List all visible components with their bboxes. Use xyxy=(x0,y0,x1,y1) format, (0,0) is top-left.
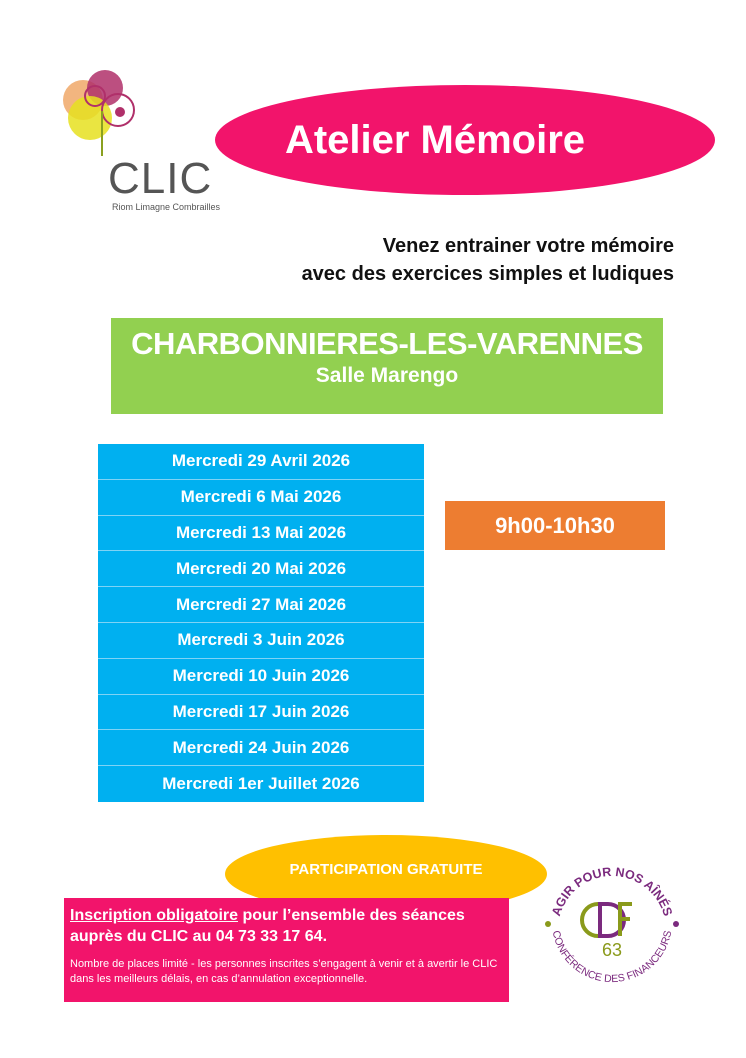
date-row: Mercredi 17 Juin 2026 xyxy=(98,695,424,731)
svg-text:AGIR POUR NOS AÎNÉS xyxy=(549,865,675,918)
page-title: Atelier Mémoire xyxy=(284,117,586,162)
inscription-box xyxy=(64,898,509,1002)
subtitle-line-2: avec des exercices simples et ludiques xyxy=(301,263,674,285)
subtitle xyxy=(302,232,674,288)
date-row: Mercredi 27 Mai 2026 xyxy=(98,587,424,623)
date-row: Mercredi 20 Mai 2026 xyxy=(98,551,424,587)
cdf-arc-top: AGIR POUR NOS AÎNÉS xyxy=(549,864,675,918)
inscription-note: Nombre de places limité - les personnes inscrites s’engagent à venir et à avertir le CLIC dans les meilleurs délais, en cas d’annulation exceptionnelle. xyxy=(70,958,498,985)
cdf-number: 63 xyxy=(601,940,623,960)
dates-table xyxy=(98,444,424,802)
date-row: Mercredi 10 Juin 2026 xyxy=(98,659,424,695)
cdf-arc-bottom: CONFÉRENCE DES FINANCEURS xyxy=(549,929,675,986)
cdf-mark xyxy=(582,904,632,936)
location-hall: Salle Marengo xyxy=(315,364,459,387)
inscription-details: pour l’ensemble des séances auprès du CLIC au 04 73 33 17 64. xyxy=(70,907,465,945)
clic-wordmark: CLIC xyxy=(108,154,213,203)
inscription-required: Inscription obligatoire xyxy=(70,907,239,924)
date-row: Mercredi 6 Mai 2026 xyxy=(98,480,424,516)
clic-circles-icon xyxy=(60,66,160,156)
date-row: Mercredi 29 Avril 2026 xyxy=(98,444,424,480)
date-row: Mercredi 24 Juin 2026 xyxy=(98,730,424,766)
date-row: Mercredi 3 Juin 2026 xyxy=(98,623,424,659)
participation-label: PARTICIPATION GRATUITE xyxy=(289,861,483,878)
location-box xyxy=(111,318,663,414)
time-badge: 9h00-10h30 xyxy=(445,501,665,550)
inscription-text xyxy=(70,905,503,947)
cdf-seal xyxy=(540,852,684,996)
location-city: CHARBONNIERES-LES-VARENNES xyxy=(131,326,643,361)
cdf-seal-icon xyxy=(540,852,684,996)
clic-logo xyxy=(60,66,220,216)
date-row: Mercredi 13 Mai 2026 xyxy=(98,516,424,552)
title-banner xyxy=(215,85,715,195)
clic-subtitle: Riom Limagne Combrailles xyxy=(112,202,221,212)
date-row: Mercredi 1er Juillet 2026 xyxy=(98,766,424,802)
subtitle-line-1: Venez entrainer votre mémoire xyxy=(382,235,674,257)
